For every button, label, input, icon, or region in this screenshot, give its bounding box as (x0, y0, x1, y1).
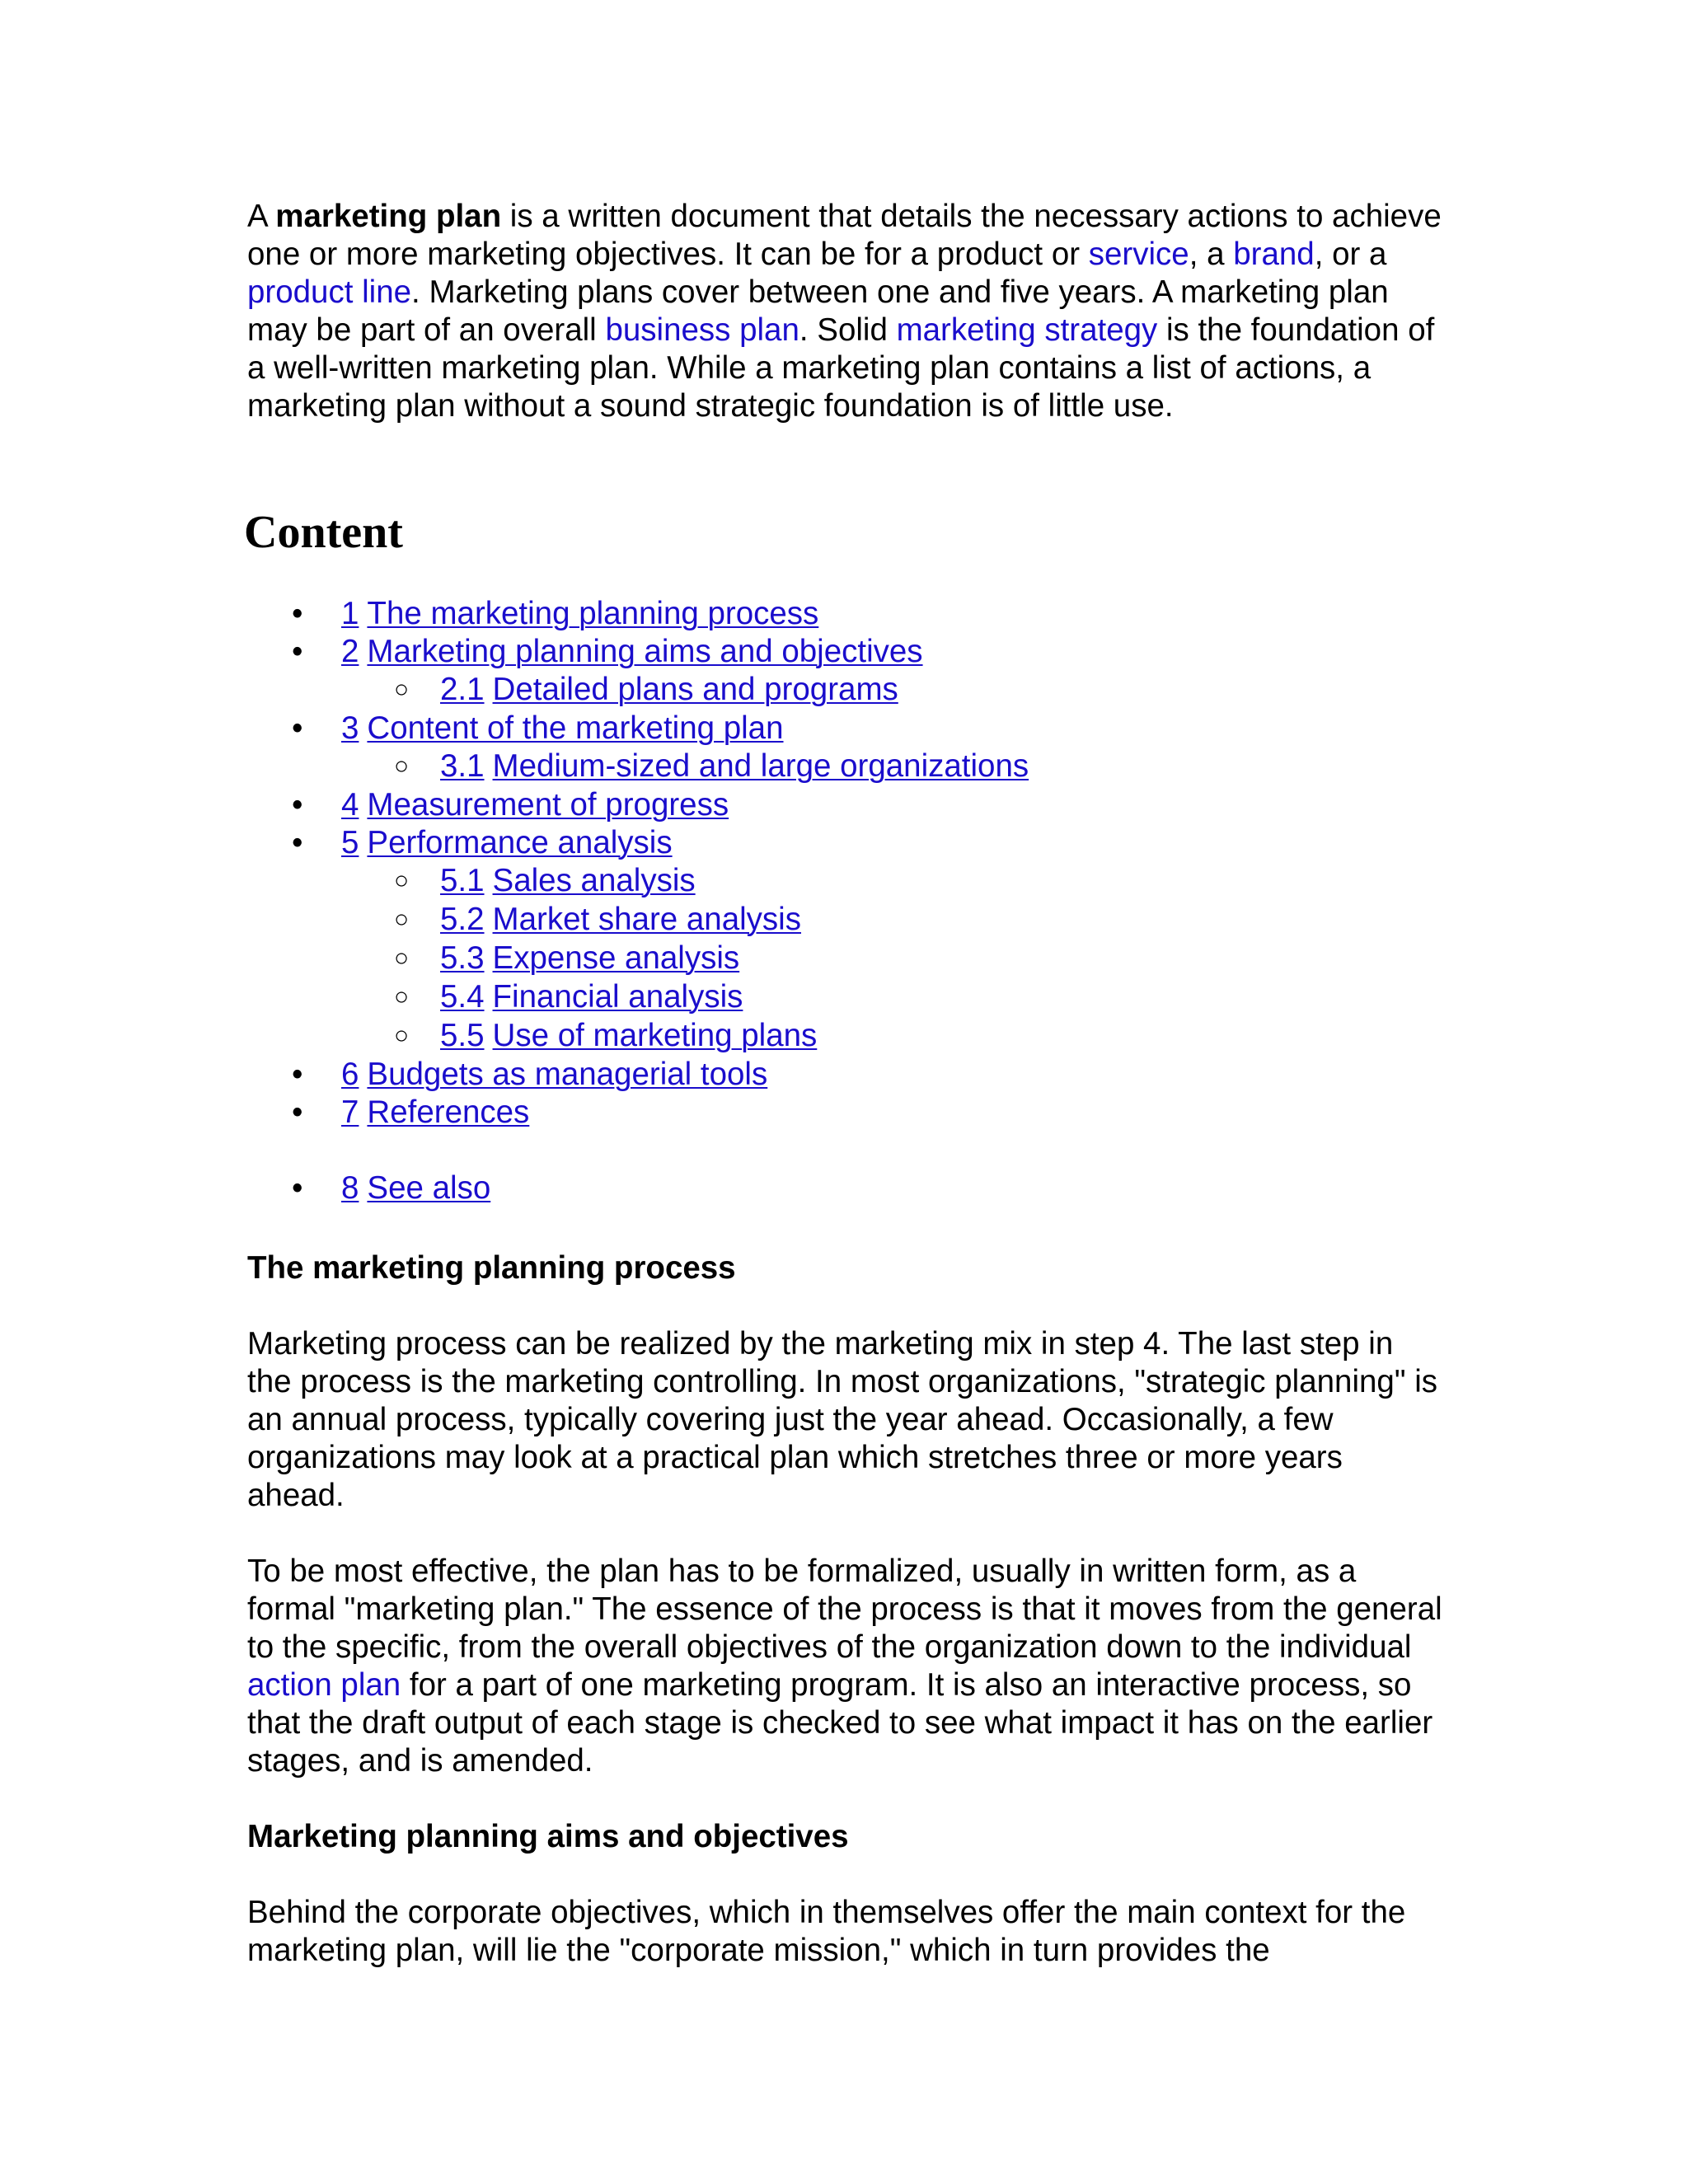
intro-text-e: . Marketing plans cover between one and five years. A marketing plan may be part of an overall (247, 274, 1389, 348)
section-heading-planning-process: The marketing planning process (247, 1250, 736, 1286)
bullet-circle: ○ (394, 983, 410, 1010)
toc-number-link[interactable]: 5.1 (440, 863, 485, 898)
section-heading-aims-objectives: Marketing planning aims and objectives (247, 1819, 849, 1854)
toc-number-link[interactable]: 2.1 (440, 672, 485, 707)
intro-text-d: , or a (1314, 237, 1387, 272)
link-brand[interactable]: brand (1233, 237, 1315, 272)
bullet-disc: • (292, 1094, 303, 1130)
toc-number-link[interactable]: 6 (341, 1057, 359, 1092)
toc-label-link[interactable]: References (367, 1094, 530, 1130)
intro-text-a: A (247, 199, 276, 234)
intro-text-g: is the foundation of a well-written marketing plan. While a marketing plan contains a list of actions, a marketing plan without a sound strategic foundation is of little use. (247, 312, 1435, 424)
bullet-circle: ○ (394, 752, 410, 780)
link-service[interactable]: service (1088, 237, 1189, 272)
toc-label-link[interactable]: Performance analysis (367, 825, 673, 860)
toc-item-2-1 (394, 671, 898, 709)
intro-text-c: , a (1189, 237, 1234, 272)
link-product-line[interactable]: product line (247, 274, 412, 310)
toc-number-link[interactable]: 3.1 (440, 748, 485, 784)
toc-number-link[interactable]: 5.4 (440, 979, 485, 1015)
toc-number-link[interactable]: 2 (341, 634, 359, 669)
toc-item-7 (292, 1094, 530, 1132)
toc-number-link[interactable]: 4 (341, 787, 359, 823)
toc-item-5-5 (394, 1017, 818, 1055)
intro-paragraph (247, 198, 1442, 425)
planning-text-a: To be most effective, the plan has to be formalized, usually in written form, as a formal "marketing plan." The essence of the process is that it moves from the general to the specific, from the overall objectives of the organization down to the individual (247, 1554, 1442, 1665)
toc-label-link[interactable]: Marketing planning aims and objectives (367, 634, 923, 669)
toc-item-3-1 (394, 748, 1029, 785)
planning-text-b: for a part of one marketing program. It is also an interactive process, so that the draft output of each stage is checked to see what impact it has on the earlier stages, and is amended. (247, 1667, 1433, 1779)
toc-item-2 (292, 633, 923, 671)
toc-number-link[interactable]: 8 (341, 1170, 359, 1206)
toc-number-link[interactable]: 3 (341, 710, 359, 746)
bullet-disc: • (292, 710, 303, 746)
intro-text-f: . Solid (799, 312, 897, 348)
toc-label-link[interactable]: Budgets as managerial tools (367, 1057, 768, 1092)
bullet-circle: ○ (394, 944, 410, 972)
toc-item-5 (292, 824, 673, 862)
toc-number-link[interactable]: 5.3 (440, 940, 485, 976)
toc-item-5-4 (394, 978, 743, 1016)
toc-label-link[interactable]: Medium-sized and large organizations (492, 748, 1029, 784)
link-business-plan[interactable]: business plan (605, 312, 799, 348)
toc-number-link[interactable]: 5 (341, 825, 359, 860)
toc-label-link[interactable]: Sales analysis (492, 863, 696, 898)
link-action-plan[interactable]: action plan (247, 1667, 401, 1703)
bullet-circle: ○ (394, 867, 410, 894)
toc-label-link[interactable]: Content of the marketing plan (367, 710, 784, 746)
toc-item-8 (292, 1169, 491, 1207)
toc-number-link[interactable]: 7 (341, 1094, 359, 1130)
bullet-disc: • (292, 825, 303, 860)
bullet-disc: • (292, 596, 303, 631)
bullet-disc: • (292, 1170, 303, 1206)
intro-bold-term: marketing plan (275, 199, 502, 234)
toc-label-link[interactable]: Market share analysis (492, 902, 801, 937)
toc-number-link[interactable]: 5.5 (440, 1018, 485, 1053)
intro-text-b: is a written document that details the necessary actions to achieve one or more marketing objectives. It can be for a product or (247, 199, 1442, 272)
bullet-circle: ○ (394, 906, 410, 933)
toc-label-link[interactable]: Detailed plans and programs (492, 672, 898, 707)
toc-label-link[interactable]: See also (367, 1170, 491, 1206)
link-marketing-strategy[interactable]: marketing strategy (896, 312, 1158, 348)
toc-item-1 (292, 595, 819, 633)
toc-item-4 (292, 786, 729, 824)
bullet-disc: • (292, 1057, 303, 1092)
toc-number-link[interactable]: 1 (341, 596, 359, 631)
toc-label-link[interactable]: Use of marketing plans (492, 1018, 818, 1053)
planning-process-paragraph-2 (247, 1553, 1442, 1780)
bullet-disc: • (292, 787, 303, 823)
bullet-disc: • (292, 634, 303, 669)
bullet-circle: ○ (394, 676, 410, 703)
toc-label-link[interactable]: Financial analysis (492, 979, 743, 1015)
bullet-circle: ○ (394, 1022, 410, 1049)
toc-number-link[interactable]: 5.2 (440, 902, 485, 937)
toc-item-5-2 (394, 901, 801, 939)
toc-label-link[interactable]: Measurement of progress (367, 787, 729, 823)
toc-label-link[interactable]: The marketing planning process (367, 596, 819, 631)
toc-item-5-3 (394, 940, 740, 977)
toc-label-link[interactable]: Expense analysis (492, 940, 740, 976)
toc-item-3 (292, 710, 784, 748)
toc-item-5-1 (394, 862, 696, 900)
aims-objectives-paragraph: Behind the corporate objectives, which in themselves offer the main context for the marketing plan, will lie the "corporate mission," which in turn provides the (247, 1895, 1406, 1968)
planning-process-paragraph-1: Marketing process can be realized by the marketing mix in step 4. The last step in the process is the marketing controlling. In most organizations, "strategic planning" is an annual process, typically covering just the year ahead. Occasionally, a few organizations may look at a practical plan which stretches three or more years ahead. (247, 1326, 1437, 1513)
toc-title: Content (244, 507, 403, 558)
toc-item-6 (292, 1056, 768, 1094)
